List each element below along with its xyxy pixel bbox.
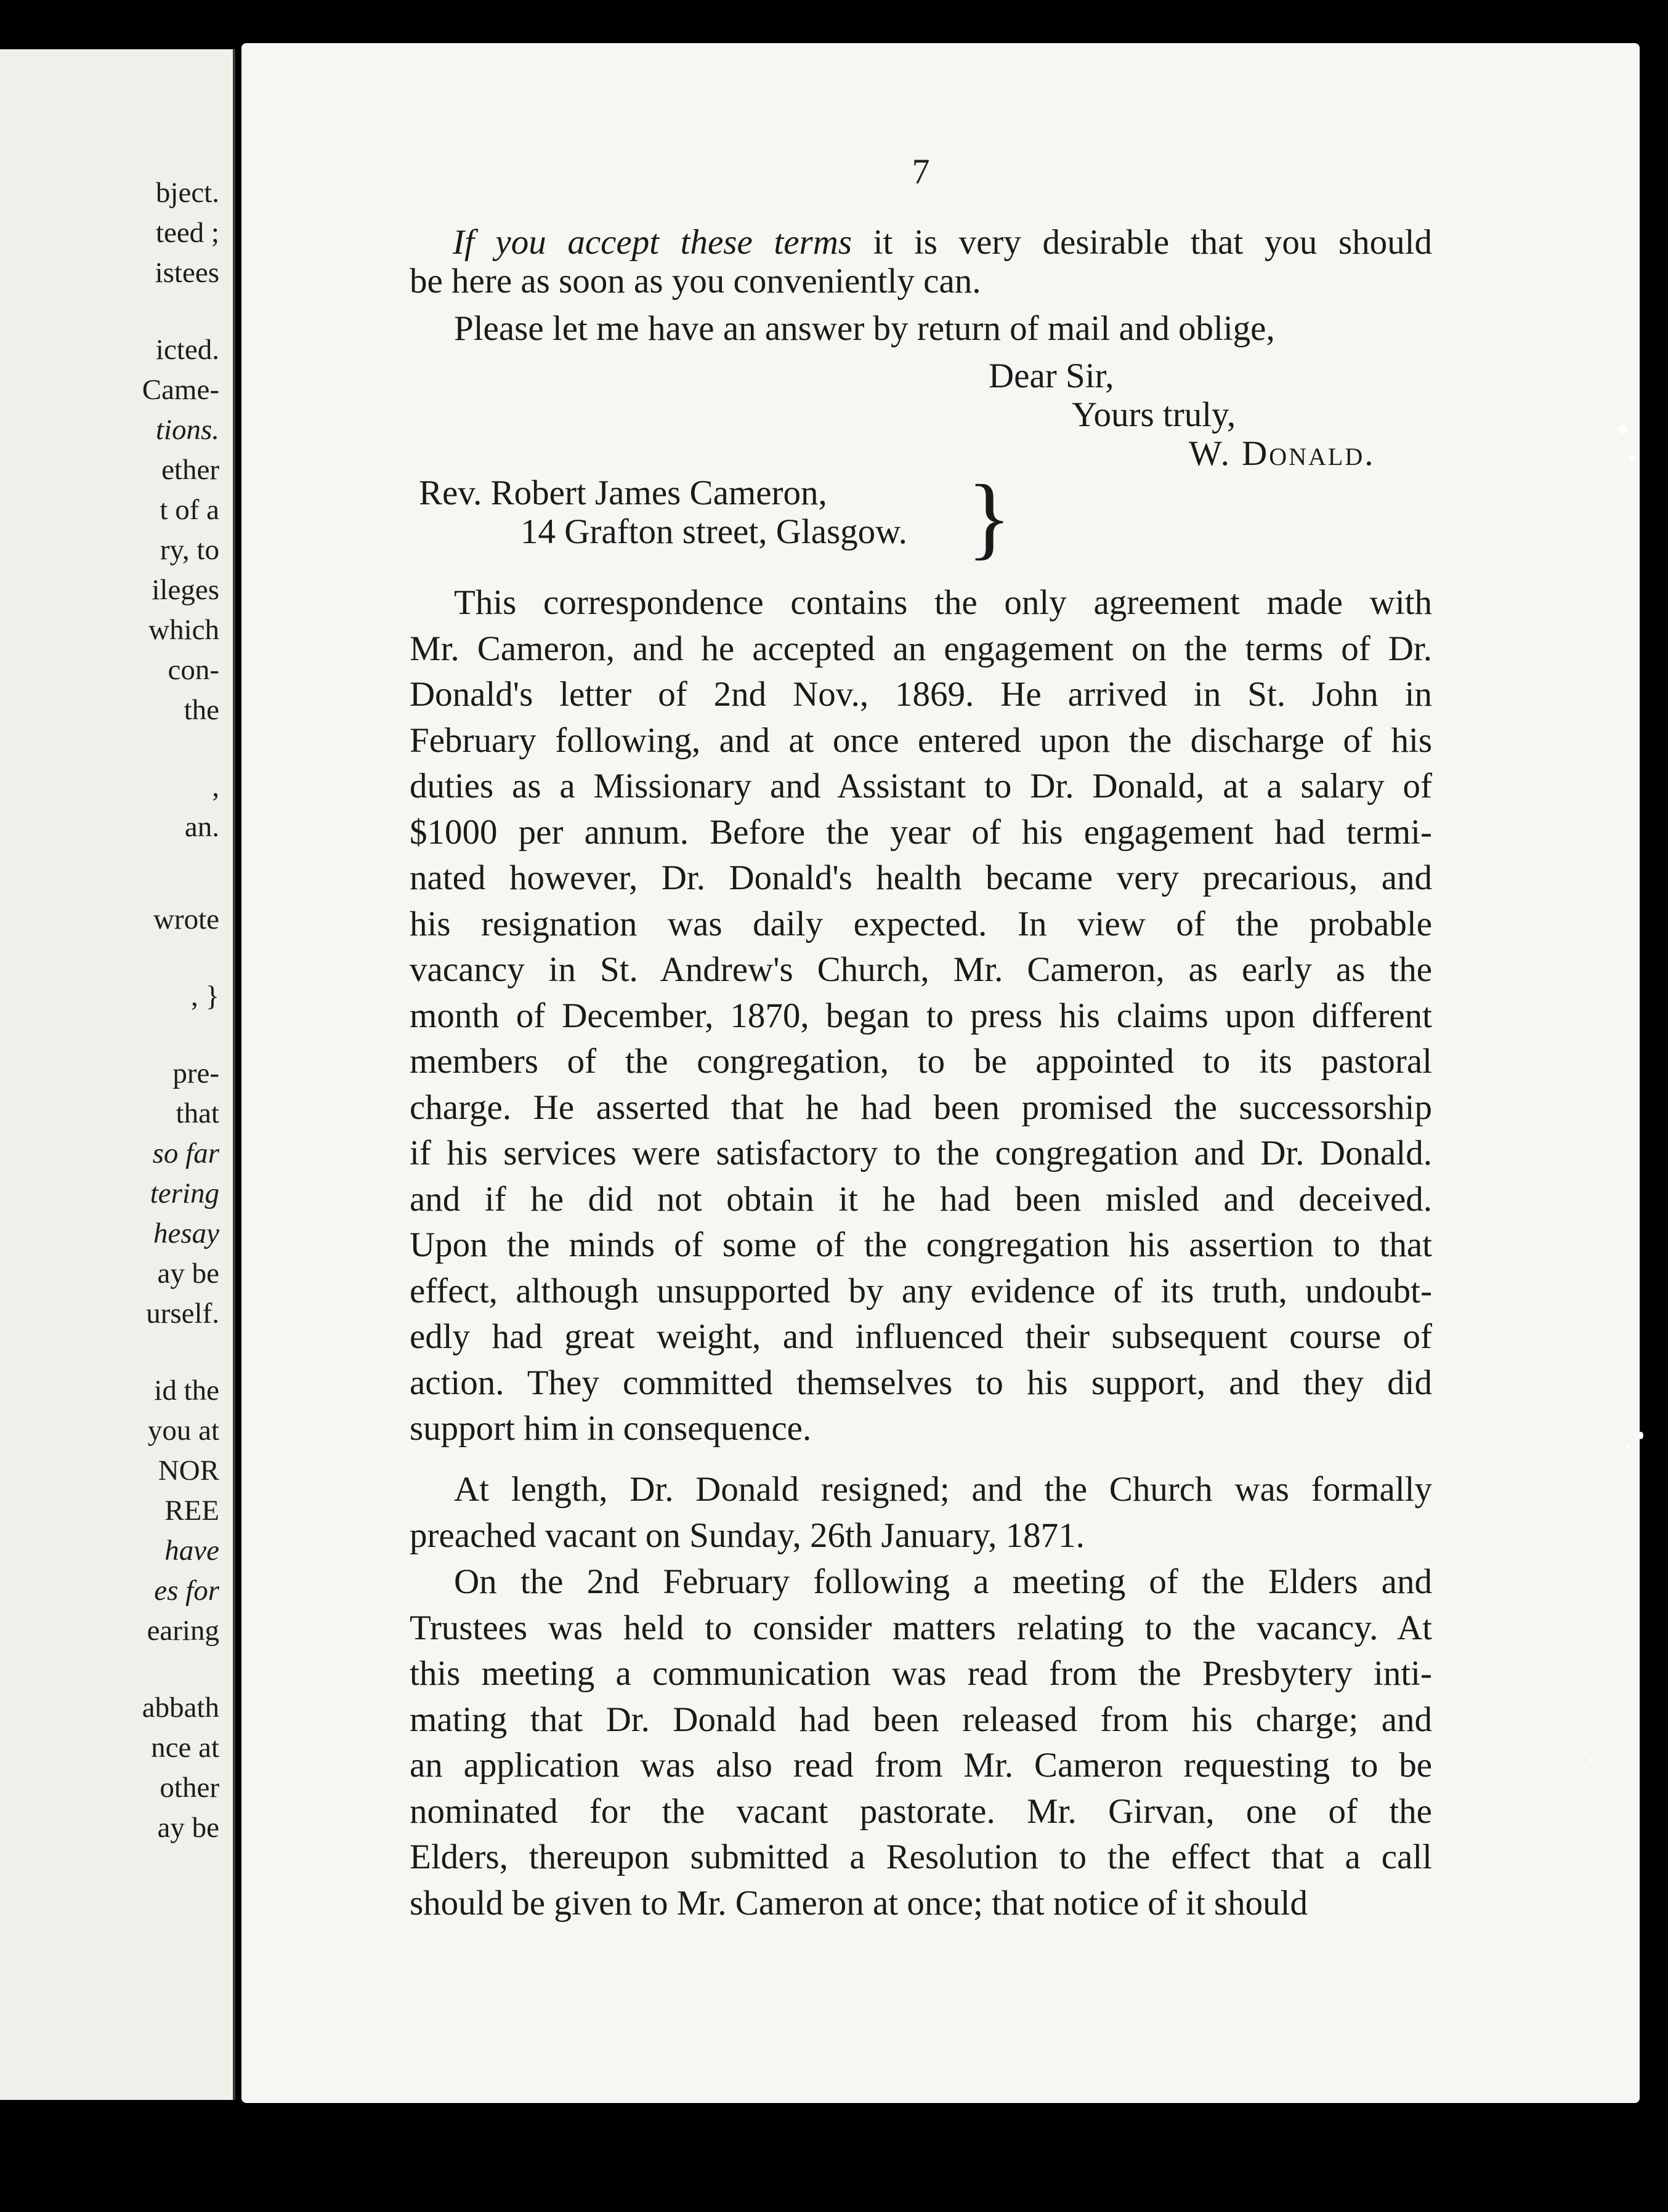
- left-page-fragment: id the: [154, 1374, 219, 1407]
- left-page-fragment: con-: [168, 654, 219, 686]
- text-line: nated however, Dr. Donald's health became very precarious, and: [410, 858, 1432, 897]
- text-line: Elders, thereupon submitted a Resolution to the effect that a call: [410, 1838, 1432, 1876]
- left-page-fragment: have: [164, 1535, 219, 1567]
- text-line: preached vacant on Sunday, 26th January, 1871.: [410, 1516, 1085, 1555]
- letter-line-2: be here as soon as you conveniently can.: [410, 262, 981, 301]
- text-line: members of the congregation, to be appointed to its pastoral: [410, 1042, 1432, 1081]
- text-line: an application was also read from Mr. Cameron requesting to be: [410, 1746, 1432, 1785]
- letter-closing: Yours truly,: [1072, 395, 1236, 434]
- left-page-fragment: earing: [147, 1615, 219, 1647]
- addressee-name: Rev. Robert James Cameron,: [419, 474, 827, 512]
- left-page-fragment: bject.: [155, 177, 219, 209]
- page-number: 7: [912, 151, 930, 192]
- left-page-fragment: so far: [152, 1137, 219, 1169]
- left-page-fragment: teed ;: [155, 217, 219, 249]
- left-page-fragment: other: [160, 1772, 219, 1804]
- left-page-fragment: that: [176, 1097, 219, 1129]
- text-line: charge. He asserted that he had been promised the successorship: [410, 1088, 1432, 1127]
- scan-speck: [1589, 1758, 1593, 1762]
- left-page-fragment: nce at: [151, 1732, 219, 1764]
- left-page-fragment: ,: [212, 771, 219, 803]
- text-line: duties as a Missionary and Assistant to Dr. Donald, at a salary of: [410, 767, 1432, 805]
- left-page-fragment: hesay: [153, 1217, 219, 1249]
- left-page-fragment: icted.: [155, 334, 219, 366]
- left-page-fragment: you at: [147, 1415, 219, 1447]
- text-line: On the 2nd February following a meeting of the Elders and: [454, 1562, 1432, 1601]
- left-page-fragment: Came-: [142, 374, 219, 406]
- left-page-fragment: ether: [161, 454, 219, 486]
- left-page-fragment: istees: [155, 257, 219, 289]
- left-page-fragment: an.: [184, 811, 219, 843]
- left-page-fragment: t of a: [160, 494, 219, 526]
- letter-line-3: Please let me have an answer by return of mail and oblige,: [454, 309, 1275, 348]
- text-line: February following, and at once entered upon the discharge of his: [410, 721, 1432, 760]
- letter-line-1-rest: it is very desirable that you should: [852, 223, 1432, 262]
- text-line: Donald's letter of 2nd Nov., 1869. He arrived in St. John in: [410, 675, 1432, 714]
- text-line: should be given to Mr. Cameron at once; that notice of it should: [410, 1883, 1308, 1923]
- left-page-fragment: which: [148, 614, 219, 646]
- letter-line-1: [410, 225, 1432, 260]
- letter-signature: W. Donald.: [1189, 434, 1375, 473]
- text-line: $1000 per annum. Before the year of his engagement had termi-: [410, 812, 1432, 852]
- text-line: if his services were satisfactory to the congregation and Dr. Donald.: [410, 1134, 1432, 1173]
- left-facing-page: [0, 49, 235, 2100]
- left-page-fragment: ay be: [157, 1812, 219, 1844]
- scan-speck: [1638, 1432, 1643, 1439]
- text-line: effect, although unsupported by any evidence of its truth, undoubt-: [410, 1271, 1432, 1310]
- scan-speck: [1626, 1444, 1630, 1448]
- scan-speck: [1629, 456, 1635, 462]
- text-line: nominated for the vacant pastorate. Mr. Girvan, one of the: [410, 1791, 1432, 1831]
- text-line: This correspondence contains the only agreement made with: [454, 583, 1432, 622]
- left-page-fragment: , }: [190, 980, 219, 1012]
- text-line: vacancy in St. Andrew's Church, Mr. Cameron, as early as the: [410, 950, 1432, 989]
- text-line: mating that Dr. Donald had been released from his charge; and: [410, 1700, 1432, 1739]
- left-page-fragment: ileges: [152, 574, 219, 606]
- left-page-fragment: tions.: [155, 414, 219, 446]
- left-page-fragment: the: [184, 694, 219, 726]
- letter-line-1-italic: If you accept these terms: [453, 223, 852, 262]
- text-line: Mr. Cameron, and he accepted an engagement on the terms of Dr.: [410, 629, 1432, 668]
- text-line: Upon the minds of some of the congregation his assertion to that: [410, 1225, 1432, 1264]
- letter-salutation: Dear Sir,: [989, 357, 1114, 395]
- scan-speck: [1619, 425, 1627, 434]
- text-line: and if he did not obtain it he had been misled and deceived.: [410, 1179, 1432, 1219]
- left-page-fragment: tering: [150, 1177, 219, 1209]
- left-page-fragment: ay be: [157, 1257, 219, 1290]
- addressee-brace: }: [967, 466, 1011, 568]
- text-line: month of December, 1870, began to press his claims upon different: [410, 996, 1432, 1035]
- text-line: edly had great weight, and influenced their subsequent course of: [410, 1317, 1432, 1356]
- text-line: his resignation was daily expected. In view of the probable: [410, 904, 1432, 943]
- left-page-fragment: es for: [154, 1575, 219, 1607]
- text-line: this meeting a communication was read from the Presbytery inti-: [410, 1654, 1432, 1693]
- text-line: Trustees was held to consider matters relating to the vacancy. At: [410, 1608, 1432, 1647]
- left-page-fragment: REE: [164, 1495, 219, 1527]
- text-line: support him in consequence.: [410, 1409, 812, 1448]
- left-page-fragment: ry, to: [160, 534, 219, 566]
- left-page-fragment: pre-: [172, 1057, 219, 1089]
- addressee-street: 14 Grafton street, Glasgow.: [520, 512, 907, 551]
- left-page-fragment: urself.: [146, 1298, 219, 1330]
- left-page-fragment: wrote: [153, 903, 219, 935]
- text-line: action. They committed themselves to his support, and they did: [410, 1363, 1432, 1402]
- left-page-fragment: NOR: [158, 1455, 219, 1487]
- text-line: At length, Dr. Donald resigned; and the Church was formally: [454, 1470, 1432, 1509]
- left-page-fragment: abbath: [142, 1692, 219, 1724]
